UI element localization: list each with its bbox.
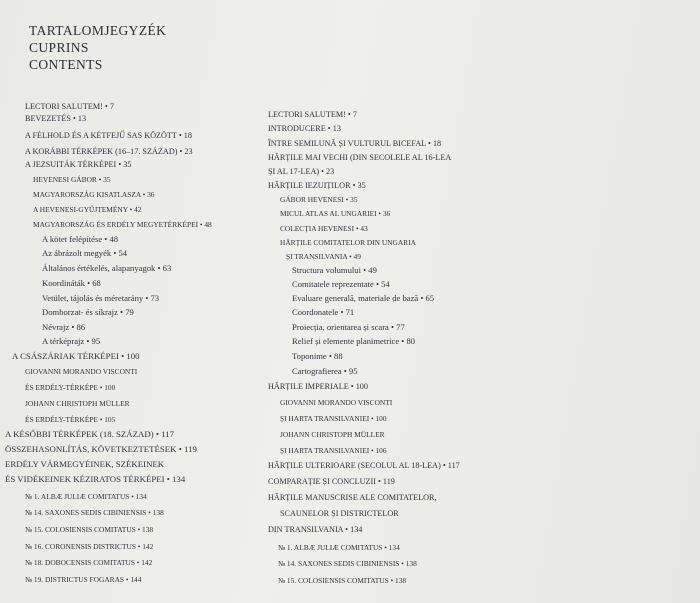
toc-entry: MAGYARORSZÁG KISATLASZA • 36 (33, 190, 155, 199)
toc-entry: HĂRȚILE ULTERIOARE (SECOLUL AL 18-LEA) • 117 (268, 461, 460, 470)
toc-entry: JOHANN CHRISTOPH MÜLLER (25, 399, 130, 408)
toc-entry: COLECȚIA HEVENESI • 43 (280, 224, 368, 233)
toc-entry: ȘI HARTA TRANSILVANIEI • 100 (280, 414, 387, 423)
toc-entry: A JEZSUITÁK TÉRKÉPEI • 35 (25, 160, 132, 169)
toc-entry: Domborzat- és síkrajz • 79 (42, 307, 134, 317)
toc-entry: ȘI AL 17-LEA) • 23 (268, 167, 335, 176)
toc-entry: DIN TRANSILVANIA • 134 (268, 525, 363, 534)
toc-entry: Coordonatele • 71 (292, 307, 355, 317)
toc-entry: GIOVANNI MORANDO VISCONTI (280, 398, 393, 407)
heading-english: CONTENTS (29, 57, 103, 72)
toc-entry: HĂRȚILE IMPERIALE • 100 (268, 382, 368, 391)
toc-entry: A KORÁBBI TÉRKÉPEK (16–17. SZÁZAD) • 23 (25, 147, 193, 156)
toc-entry: SCAUNELOR ȘI DISTRICTELOR (280, 509, 399, 518)
toc-entry: Névrajz • 86 (42, 322, 86, 332)
toc-entry: LECTORI SALUTEM! • 7 (25, 102, 114, 111)
toc-entry: ÉS VIDÉKEINEK KÉZIRATOS TÉRKÉPEI • 134 (5, 474, 186, 484)
toc-entry: HĂRȚILE MANUSCRISE ALE COMITATELOR, (268, 493, 437, 502)
toc-entry: ÉS ERDÉLY-TÉRKÉPE • 100 (25, 383, 116, 392)
toc-entry: A CSÁSZÁRIAK TÉRKÉPEI • 100 (12, 351, 140, 361)
toc-entry: HĂRȚILE MAI VECHI (DIN SECOLELE AL 16-LEA (268, 153, 452, 162)
heading-romanian: CUPRINS (29, 40, 89, 55)
toc-entry: № 1. ALBÆ JULIÆ COMITATUS • 134 (25, 492, 147, 501)
toc-entry: Cartografierea • 95 (292, 366, 358, 376)
toc-entry: Toponime • 88 (292, 351, 343, 361)
toc-entry: Vetület, tájolás és méretarány • 73 (42, 293, 160, 303)
toc-entry: JOHANN CHRISTOPH MÜLLER (280, 430, 385, 439)
toc-entry: Comitatele reprezentate • 54 (292, 279, 390, 289)
toc-entry: ÎNTRE SEMILUNĂ ȘI VULTURUL BICEFAL • 18 (268, 139, 442, 148)
toc-entry: ȘI TRANSILVANIA • 49 (286, 252, 361, 261)
toc-entry: GIOVANNI MORANDO VISCONTI (25, 367, 138, 376)
toc-entry: № 18. DOBOCENSIS COMITATUS • 142 (25, 558, 153, 567)
toc-entry: № 14. SAXONES SEDIS CIBINIENSIS • 138 (25, 508, 164, 517)
toc-entry: № 14. SAXONES SEDIS CIBINIENSIS • 138 (278, 559, 417, 568)
toc-entry: Az ábrázolt megyék • 54 (42, 248, 128, 258)
toc-entry: A KÉSŐBBI TÉRKÉPEK (18. SZÁZAD) • 117 (5, 429, 175, 439)
toc-entry: № 1. ALBÆ JULIÆ COMITATUS • 134 (278, 543, 400, 552)
toc-entry: ERDÉLY VÁRMEGYÉINEK, SZÉKEINEK (5, 459, 165, 469)
toc-entry: ȘI HARTA TRANSILVANIEI • 106 (280, 446, 387, 455)
toc-entry: HEVENESI GÁBOR • 35 (33, 175, 111, 184)
toc-entry: ÖSSZEHASONLÍTÁS, KÖVETKEZTETÉSEK • 119 (5, 444, 197, 454)
toc-entry: A kötet felépítése • 48 (42, 234, 119, 244)
toc-entry: Evaluare generală, materiale de bază • 65 (292, 293, 435, 303)
toc-entry: COMPARAȚIE ȘI CONCLUZII • 119 (268, 477, 395, 486)
toc-entry: GÁBOR HEVENESI • 35 (280, 195, 358, 204)
toc-entry: MAGYARORSZÁG ÉS ERDÉLY MEGYETÉRKÉPEI • 48 (33, 220, 212, 229)
toc-entry: INTRODUCERE • 13 (268, 124, 341, 133)
toc-entry: Proiecția, orientarea și scara • 77 (292, 322, 405, 332)
toc-entry: ÉS ERDÉLY-TÉRKÉPE • 105 (25, 415, 116, 424)
toc-entry: HĂRȚILE COMITATELOR DIN UNGARIA (280, 238, 416, 247)
toc-entry: LECTORI SALUTEM! • 7 (268, 110, 357, 119)
toc-entry: Általános értékelés, alapanyagok • 63 (42, 263, 172, 273)
toc-entry: № 16. CORONENSIS DISTRICTUS • 142 (25, 542, 154, 551)
contents-headings (29, 22, 166, 73)
toc-entry: MICUL ATLAS AL UNGARIEI • 36 (280, 209, 391, 218)
toc-entry: A HEVENESI-GYŰJTEMÉNY • 42 (33, 205, 142, 214)
toc-entry: № 15. COLOSIENSIS COMITATUS • 138 (278, 576, 407, 585)
toc-entry: Koordináták • 68 (42, 278, 101, 288)
toc-entry: № 19. DISTRICTUS FOGARAS • 144 (25, 575, 142, 584)
toc-entry: Structura volumului • 49 (292, 265, 377, 275)
heading-hungarian: TARTALOMJEGYZÉK (29, 23, 167, 38)
toc-entry: Relief și elemente planimetrice • 80 (292, 336, 416, 346)
toc-entry: № 15. COLOSIENSIS COMITATUS • 138 (25, 525, 154, 534)
toc-entry: BEVEZETÉS • 13 (25, 114, 87, 123)
toc-entry: A FÉLHOLD ÉS A KÉTFEJŰ SAS KÖZÖTT • 18 (25, 131, 192, 140)
toc-entry: HĂRȚILE IEZUIȚILOR • 35 (268, 181, 366, 190)
toc-entry: A térképrajz • 95 (42, 336, 101, 346)
